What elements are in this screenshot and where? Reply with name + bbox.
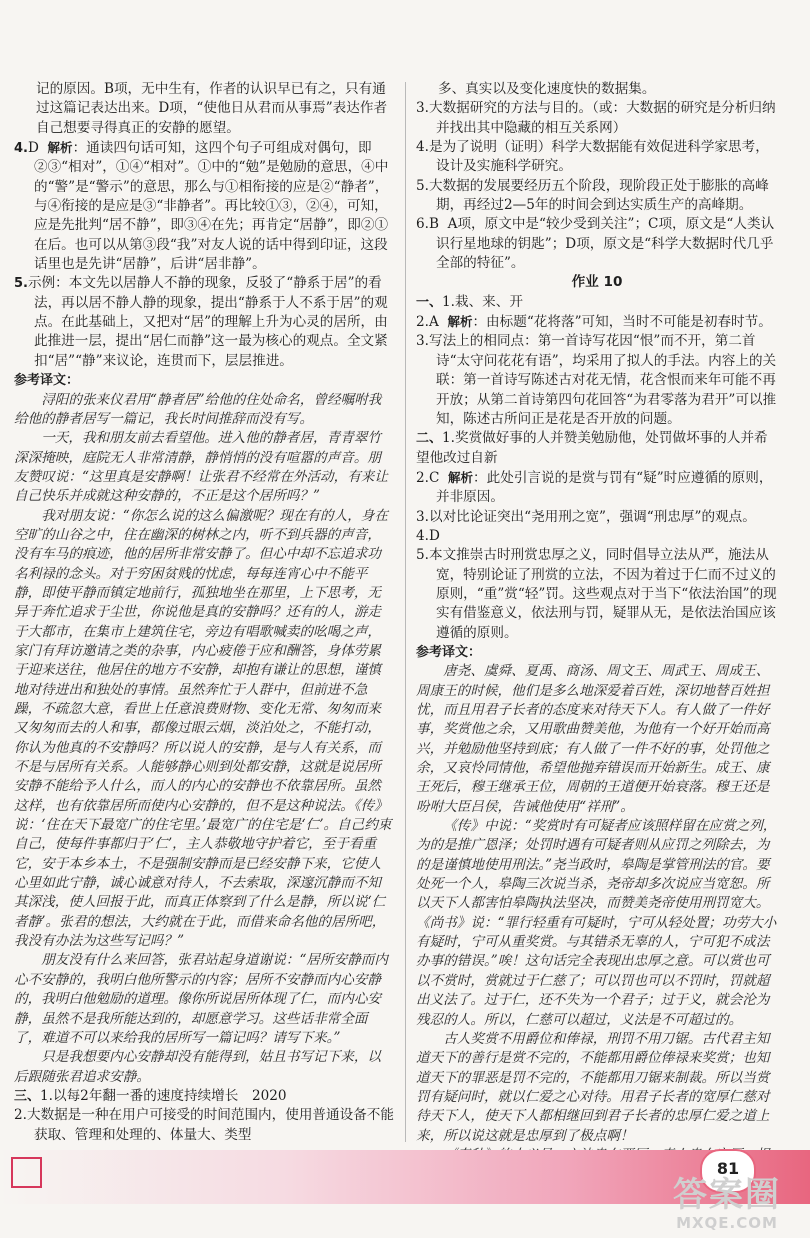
answer-text: 1.以每2年翻一番的速度持续增长 2020 — [40, 1087, 287, 1104]
section-1-answer-1 — [416, 293, 778, 312]
translation-paragraph: 古人奖赏不用爵位和俸禄，刑罚不用刀锯。古代君主知道天下的善行是赏不完的，不能都用爵位俸禄来奖赏；也知道天下的罪恶是罚不完的，不能都用刀锯来制裁。所以当赏罚有疑问时，就以仁爱之心对待。用君子长者的宽厚仁慈对待天下人，使天下人都相继回到君子长者的忠厚仁爱之道上来，所以说这就是忠厚到了极点啊！ — [416, 1030, 770, 1144]
question-number: 4. — [14, 141, 28, 157]
reference-translation-heading: 参考译文： — [14, 373, 80, 389]
section-2-answer-4: 4.D — [416, 527, 440, 544]
answer-letter: 2.A — [416, 314, 439, 331]
answer-text: ：通读四句话可知，这四个句子可组成对偶句，即②③“相对”，①④“相对”。①中的“勉”是勉励的意思，④中的“警”是“警示”的意思，那么与①相衔接的应是②“静者”，与④衔接的是应是③“非静者”。再比较①③，②④，可知，应是先批判“居不静”，即③④在先；再肯定“居静”，即②①在后。也可以从第③段“我”对友人说的话中得到印证，这段话里也是先讲“居静”，后讲“居非静”。 — [34, 140, 389, 273]
right-column — [416, 80, 778, 1185]
translation-paragraph: 浔阳的张来仪君用“静者居”给他的住处命名，曾经嘱咐我给他的静者居写一篇记，我长时间推辞而没有写。 — [14, 391, 382, 427]
answer-letter: 6.B — [416, 216, 439, 233]
question-number: 5. — [14, 276, 28, 292]
answer-letter: D — [27, 140, 39, 157]
translation-paragraph: 唐尧、虞舜、夏禹、商汤、周文王、周武王、周成王、周康王的时候，他们是多么地深爱着百姓，深切地替百姓担忧，而且用君子长者的态度来对待天下人。有人做了一件好事，奖赏他之余，又用歌曲赞美他，为他有一个好开始而高兴，并勉励他坚持到底；有人做了一件不好的事，处罚他之余，又哀怜同情他，希望他抛弃错误而开始新生。成王、康王死后，穆王继承王位，周朝的王道便开始衰落。穆王还是吩咐大臣吕侯，告诫他使用“祥刑”。 — [416, 663, 770, 815]
answer-text: 1.奖赏做好事的人并赞美勉励他，处罚做坏事的人并希望他改过自新 — [416, 430, 768, 466]
paragraph: 记的原因。B项，无中生有，作者的认识早已有之，只有通过这篇记表达出来。D项，“使他日从君而从事焉”表达作者自己想要寻得真正的安静的愿望。 — [36, 81, 388, 136]
translation-paragraph: 《传》中说：“奖赏时有可疑者应该照样留在应赏之列，为的是推广恩泽；处罚时遇有可疑者则从应罚之列除去，为的是谨慎地使用刑法。”尧当政时，皋陶是掌管刑法的官。要处死一个人，皋陶三次说当杀，尧帝却多次说应当宽恕。所以天下人都害怕皋陶执法坚决，而赞美尧帝使用刑罚宽大。《尚书》说：“罪行轻重有可疑时，宁可从轻处置；功劳大小有疑时，宁可从重奖赏。与其错杀无辜的人，宁可犯不成法办事的错误。”唉！这句话完全表现出忠厚之意。可以赏也可以不赏时，赏就过于仁慈了；可以罚也可以不罚时，罚就超出义法了。过于仁，还不失为一个君子；过于义，就会沦为残忍的人。所以，仁慈可以超过，义法是不可超过的。 — [416, 818, 777, 1028]
watermark-url: MXQE.COM — [676, 1214, 778, 1232]
analysis-label: 解析 — [47, 140, 73, 156]
answer-6 — [416, 215, 778, 273]
translation-paragraph: 一天，我和朋友前去看望他。进入他的静者居，青青翠竹深深掩映，庭院无人非常清静，静悄悄的没有喧嚣的声音。朋友赞叹说：“这里真是安静啊！让张君不经常在外活动，有来让自己快乐并成就这种安静的，不正是这个居所吗？” — [14, 430, 388, 505]
section-1-answer-2 — [416, 312, 778, 332]
section-2-answer-5: 5.本文推崇古时刑赏忠厚之义，同时倡导立法从严，施法从宽，特别论证了刑赏的立法，不因为着过于仁而不过义的原则，“重”赏“轻”罚。这些观点对于当下“依法治国”的现实有借鉴意义，依法刑与罚，疑罪从无，是依法治国应该遵循的原则。 — [416, 547, 777, 641]
assignment-title: 作业 10 — [571, 274, 623, 291]
analysis-label: 解析 — [448, 469, 474, 485]
answer-text: 示例：本文先以居静人不静的现象，反驳了“静系于居”的看法，再以居不静人静的现象，提出“静系于人不系于居”的观点。在此基础上，又把对“居”的理解上升为心灵的居所，由此推进一层，提出“居仁而静”这一最为核心的观点。全文紧扣“居”“静”来议论，连贯而下，层层推进。 — [27, 275, 388, 369]
page-number: 81 — [700, 1149, 756, 1193]
section-3-answer-2: 2.大数据是一种在用户可接受的时间范围内，使用普通设备不能获取、管理和处理的、体量大、类型 — [14, 1107, 394, 1143]
translation-paragraph: 朋友没有什么来回答，张君站起身道谢说：“居所安静而内心不安静的，我明白他所警示的内容；居所不安静而内心安静的，我明白他勉励的道理。像你所说居所体现了仁，而内心安静，虽然不是我所能达到的，却愿意学习。这些话非常全面了，难道不可以来给我的居所写一篇记吗？请写下来。” — [14, 952, 388, 1046]
section-number: 二、 — [416, 431, 443, 447]
answer-5 — [14, 274, 394, 371]
answer-text: A项，原文中是“较少受到关注”；C项，原文是“人类认识行星地球的钥匙”；D项，原文是“科学大数据时代几乎全部的特征”。 — [436, 216, 775, 272]
answer-text: ：由标题“花将落”可知，当时不可能是初春时节。 — [472, 314, 772, 331]
answer-3: 3.大数据研究的方法与目的。（或：大数据的研究是分析归纳并找出其中隐藏的相互关系网） — [416, 100, 776, 136]
answer-letter: 2.C — [416, 469, 440, 486]
section-2-answer-2 — [416, 468, 778, 508]
answer-text: ：此处引言说的是赏与罚有“疑”时应遵循的原则，并非原因。 — [436, 469, 773, 506]
section-2-answer-1 — [416, 429, 778, 468]
answer-text: 1.栽、来、开 — [442, 293, 523, 310]
column-divider — [405, 82, 406, 1142]
left-column — [14, 80, 394, 1145]
section-number: 三、 — [14, 1088, 41, 1104]
section-number: 一、 — [416, 294, 443, 310]
answer-5: 5.大数据的发展要经历五个阶段，现阶段正处于膨胀的高峰期，再经过2—5年的时间会到达实质生产的高峰期。 — [416, 177, 769, 214]
watermark-logo: 答案圈 — [673, 1175, 781, 1215]
translation-paragraph: 只是我想要内心安静却没有能得到，姑且书写记下来，以后跟随张君追求安静。 — [14, 1049, 382, 1085]
answer-4: 4.是为了说明（证明）科学大数据能有效促进科学家思考，设计及实施科学研究。 — [416, 139, 769, 175]
translation-paragraph: 我对朋友说：“你怎么说的这么偏激呢？现在有的人，身在空旷的山谷之中，住在幽深的树林之内，听不到兵器的声音，没有车马的痕迹，他的居所非常安静了。但心中却不忘追求功名利禄的念头。对于穷困贫贱的忧虑，每每连宵心中不能平静，即使平静而镇定地前行，孤独地坐在那里，上下思考，无异于奔忙追求于尘世，你说他是真的安静吗？还有的人，游走于大都市，在集市上建筑住宅，旁边有唱歌喊卖的吆喝之声，家门有拜访邀请之类的杂事，内心疲倦于应和酬答，身体劳累于迎来送往，他居住的地方不安静，却抱有谦让的思想，谨慎地对待进出和独处的事情。虽然奔忙于人群中，但前进不急躁，不疏忽大意，看世上任意浪费财物、变化无常、匆匆而来又匆匆而去的人和事，都像过眼云烟，淡泊处之，不能打动，你认为他真的不安静吗？所以说人的安静，是与人有关系，而不是与居所有关系。人能够静心则到处都安静，这就是说居所安静不能给予人什么，而人的内心的安静也不依靠居所。虽然这样，也有依靠居所而使内心安静的，但不是这种说法。《传》说：‘住在天下最宽广的住宅里。’最宽广的住宅是‘仁’。自己约束自己，使每件事都归于‘仁’，主人恭敬地守护着它，至于看重它，安于本乡本土，不是强制安静而是已经安静下来，它使人心里如此宁静，诚心诚意对待人，不去索取，深邃沉静而不知其深浅，使人回报于此，而真正体察到了什么是静，所以说‘仁者静’。张君的想法，大约就在于此，而借来命名他的居所吧，我没有办法为这些写记吗？” — [14, 507, 392, 950]
section-3-answer-1 — [14, 1087, 394, 1106]
analysis-label: 解析 — [447, 314, 473, 330]
checkbox-square-icon — [11, 1157, 42, 1188]
section-1-answer-3: 3.写法上的相同点：第一首诗写花因“恨”而不开，第二首诗“太守问花花有语”，均采用了拟人的手法。内容上的关联：第一首诗写陈述古对花无情，花含恨而来年可能不再开放；从第二首诗第四句花回答“为君零落为君开”可以推知，陈述古所问正是花是否开放的问题。 — [416, 333, 777, 427]
section-2-answer-3: 3.以对比论证突出“尧用刑之宽”，强调“刑忠厚”的观点。 — [416, 508, 756, 525]
paragraph: 多、真实以及变化速度快的数据集。 — [438, 81, 656, 97]
answer-4 — [14, 138, 394, 274]
watermark — [652, 1176, 802, 1234]
reference-translation-heading: 参考译文： — [416, 644, 482, 660]
